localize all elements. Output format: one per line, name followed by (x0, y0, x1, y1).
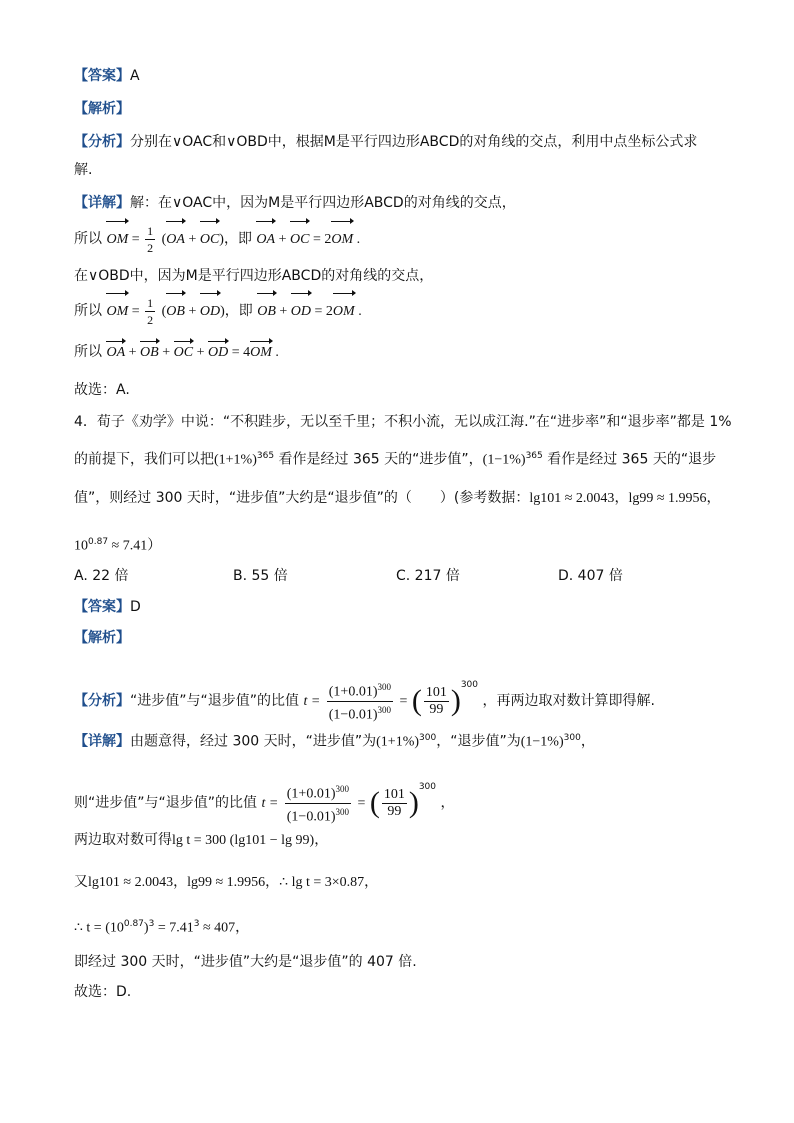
q4-d4a: 又 (74, 874, 88, 890)
one-plus-pct: (1+1%) (214, 452, 257, 468)
exp-300-d: 300 (419, 733, 437, 743)
q4-answer-label: 【答案】 (74, 599, 130, 615)
exp-365-b: 365 (525, 451, 543, 461)
q3-detail-4: 所以 OM = $\frac{1}{2}$ (OB + OD)，即 OB + OD = 2OM . (74, 294, 362, 329)
exp-300-e: 300 (563, 733, 581, 743)
q4-stem-3 (74, 488, 721, 509)
fenxi-label: 【分析】 (74, 134, 130, 150)
q4-answer: D (130, 599, 141, 615)
ref-lg99: lg99 ≈ 1.9956 (628, 491, 707, 506)
q3-answer: A (130, 68, 140, 84)
q3-d2-mid: ，即 (223, 231, 252, 247)
fraction-half-2 (145, 295, 155, 328)
q3-d5-prefix: 所以 (74, 344, 102, 360)
one-minus-pct: (1−1%) (482, 452, 526, 468)
frac-num-1: (1+0.01) (328, 684, 378, 700)
ten-base: 10 (74, 538, 88, 554)
half-num-2: 1 (147, 295, 154, 310)
q4-d5d: ≈ 407 (199, 920, 236, 936)
exp-300-f: 300 (335, 783, 349, 794)
q4-stem-1 (74, 412, 732, 432)
q3-detail-3 (74, 266, 433, 286)
q3-detail-2: 所以 OM = $\frac{1}{2}$ (OA + OC)，即 OA + OC = 2OM . (74, 222, 360, 257)
q4-detail-6-text: 即经过 300 天时，“进步值”大约是“退步值”的 407 倍. (74, 954, 417, 970)
ratio-simple-2 (382, 787, 407, 820)
q4-analysis-label: 【解析】 (74, 630, 130, 646)
ratio-fraction-2 (285, 781, 351, 825)
q4-detail-3 (74, 830, 328, 851)
q4-d5exp2: 3 (148, 919, 155, 929)
q3-detail-1-text: 解：在∨OAC中，因为M是平行四边形ABCD的对角线的交点， (130, 195, 516, 211)
vector-om: OM (106, 223, 128, 257)
ratio-num-1: 101 (425, 684, 447, 700)
q4-d4g: ， (364, 874, 379, 890)
q4-d5exp: 0.87 (123, 919, 144, 929)
t-eq-2: t = (261, 796, 279, 811)
q3-fenxi-line (74, 132, 697, 152)
sep-2: ， (706, 490, 721, 506)
ratio-den-2: 99 (387, 803, 402, 819)
q4-fenxi-a: “进步值”与“退步值”的比值 (130, 693, 300, 709)
q4-fenxi-b: ，再两边取对数计算即得解. (482, 693, 655, 709)
q3-conclusion (74, 380, 130, 400)
option-a: A. 22 倍 (74, 568, 129, 584)
frac-num-2: (1+0.01) (286, 786, 336, 802)
option-c: C. 217 倍 (396, 568, 460, 584)
q4-d1c: ， (580, 733, 595, 750)
exp-300-h: 300 (418, 782, 436, 792)
q4-xiangjie-label: 【详解】 (74, 733, 130, 750)
q4-answer-line (74, 597, 141, 617)
q4-detail-2: 则“进步值”与“退步值”的比值 t = $\frac{(1+0.01)^{300}}{(1-0.01)^{300}}$ = ( $\frac{101}{99}$ )$^{300}$ ， (74, 782, 455, 825)
q3-fenxi-cont-text: 解. (74, 162, 93, 178)
q3-detail-5: 所以 OA + OB + OC + OD = 4OM . (74, 342, 279, 363)
analysis-label: 【解析】 (74, 101, 130, 117)
sep-1: ， (614, 490, 629, 506)
frac-den-2: (1−0.01) (286, 809, 336, 825)
q4-d4f: ∴ lg t = 3×0.87 (279, 875, 365, 890)
ref-lg101: lg101 ≈ 2.0043 (529, 491, 615, 506)
half-den: 2 (147, 240, 154, 255)
q4-d3c: ， (314, 832, 329, 848)
q4-d5c: = 7.41 (154, 920, 194, 936)
option-d: D. 407 倍 (558, 568, 623, 584)
q4-detail-5 (74, 914, 249, 939)
exp-300-b: 300 (377, 704, 391, 715)
q3-answer-line (74, 66, 140, 86)
q4-detail-4 (74, 872, 378, 893)
q4-stem-3a: 值”，则经过 300 天时，“进步值”大约是“退步值”的（ ）(参考数据： (74, 490, 530, 506)
q3-analysis-label-line (74, 99, 130, 119)
exp-087: 0.87 (88, 537, 109, 547)
q4-d1b: ，“退步值”为 (436, 733, 521, 750)
q3-detail-3-text: 在∨OBD中，因为M是平行四边形ABCD的对角线的交点， (74, 268, 434, 284)
d1-one-minus: (1−1%) (520, 734, 564, 750)
q4-d2a: 则“进步值”与“退步值”的比值 (74, 795, 258, 811)
q4-d3b: lg t = 300 (lg101 − lg 99) (172, 833, 315, 848)
eq-2: = (357, 796, 366, 811)
q3-d2-prefix: 所以 (74, 231, 102, 247)
q4-d5a: ∴ t = (10 (74, 920, 124, 936)
d1-one-plus: (1+1%) (376, 734, 420, 750)
ratio-simple-1 (424, 685, 449, 718)
exp-300-g: 300 (335, 806, 349, 817)
q4-d5b: ) (143, 920, 149, 936)
ratio-fraction-1 (327, 679, 393, 723)
answer-label: 【答案】 (74, 68, 130, 84)
q4-d3a: 两边取对数可得 (74, 832, 172, 848)
q3-conclusion-text: 故选：A. (74, 382, 130, 398)
q4-d4c: ， (173, 874, 188, 890)
q4-detail-1 (74, 728, 595, 753)
option-b: B. 55 倍 (233, 568, 288, 584)
ratio-den-1: 99 (429, 701, 444, 717)
q4-fenxi-line: 【分析】“进步值”与“退步值”的比值 t = $\frac{(1+0.01)^{300}}{(1-0.01)^{300}}$ = ( $\frac{101}{99}$ )$^{300}$ ，再两边取对数计算即得解. (74, 680, 655, 723)
q3-d4-mid: ，即 (224, 303, 253, 319)
q4-d2b: ， (440, 795, 455, 811)
fraction-half (145, 223, 155, 256)
q4-conclusion-text: 故选：D. (74, 984, 132, 1000)
q3-d4-prefix: 所以 (74, 303, 102, 319)
q4-stem-1-text: 4．荀子《劝学》中说：“不积跬步，无以至千里；不积小流，无以成江海.”在“进步率”和“退步率”都是 1% (74, 414, 732, 430)
q4-detail-6 (74, 952, 417, 972)
q4-stem-2a: 的前提下，我们可以把 (74, 451, 214, 468)
q4-d1a: 由题意得，经过 300 天时，“进步值”为 (130, 733, 377, 750)
ratio-num-2: 101 (383, 786, 405, 802)
q4-d5exp3: 3 (193, 919, 200, 929)
q4-d5e: ， (235, 919, 250, 936)
q4-conclusion (74, 982, 131, 1002)
eq-1: = (399, 694, 408, 709)
half-den-2: 2 (147, 312, 154, 327)
q3-fenxi-text: 分别在∨OAC和∨OBD中，根据M是平行四边形ABCD的对角线的交点，利用中点坐标公式求 (130, 134, 698, 150)
exp-365: 365 (256, 451, 275, 461)
q4-d4e: ， (265, 874, 280, 890)
half-num: 1 (147, 223, 154, 238)
q3-fenxi-cont (74, 160, 92, 180)
q4-d4d: lg99 ≈ 1.9956 (187, 875, 266, 890)
q3-detail-1 (74, 193, 516, 213)
q4-stem-2c: 看作是经过 365 天的“退步 (547, 451, 717, 468)
q4-analysis-label-line (74, 628, 130, 648)
xiangjie-label: 【详解】 (74, 195, 130, 211)
q4-fenxi-label: 【分析】 (74, 693, 130, 709)
exp-300-a: 300 (377, 681, 391, 692)
ten-rest: ≈ 7.41） (108, 538, 162, 554)
q4-stem-4 (74, 532, 161, 557)
t-eq: t = (303, 694, 321, 709)
q4-stem-2 (74, 446, 716, 471)
frac-den-1: (1−0.01) (328, 707, 378, 723)
exp-300-c: 300 (460, 680, 478, 690)
q4-d4b: lg101 ≈ 2.0043 (88, 875, 174, 890)
q4-stem-2b: 看作是经过 365 天的“进步值”， (278, 451, 483, 468)
